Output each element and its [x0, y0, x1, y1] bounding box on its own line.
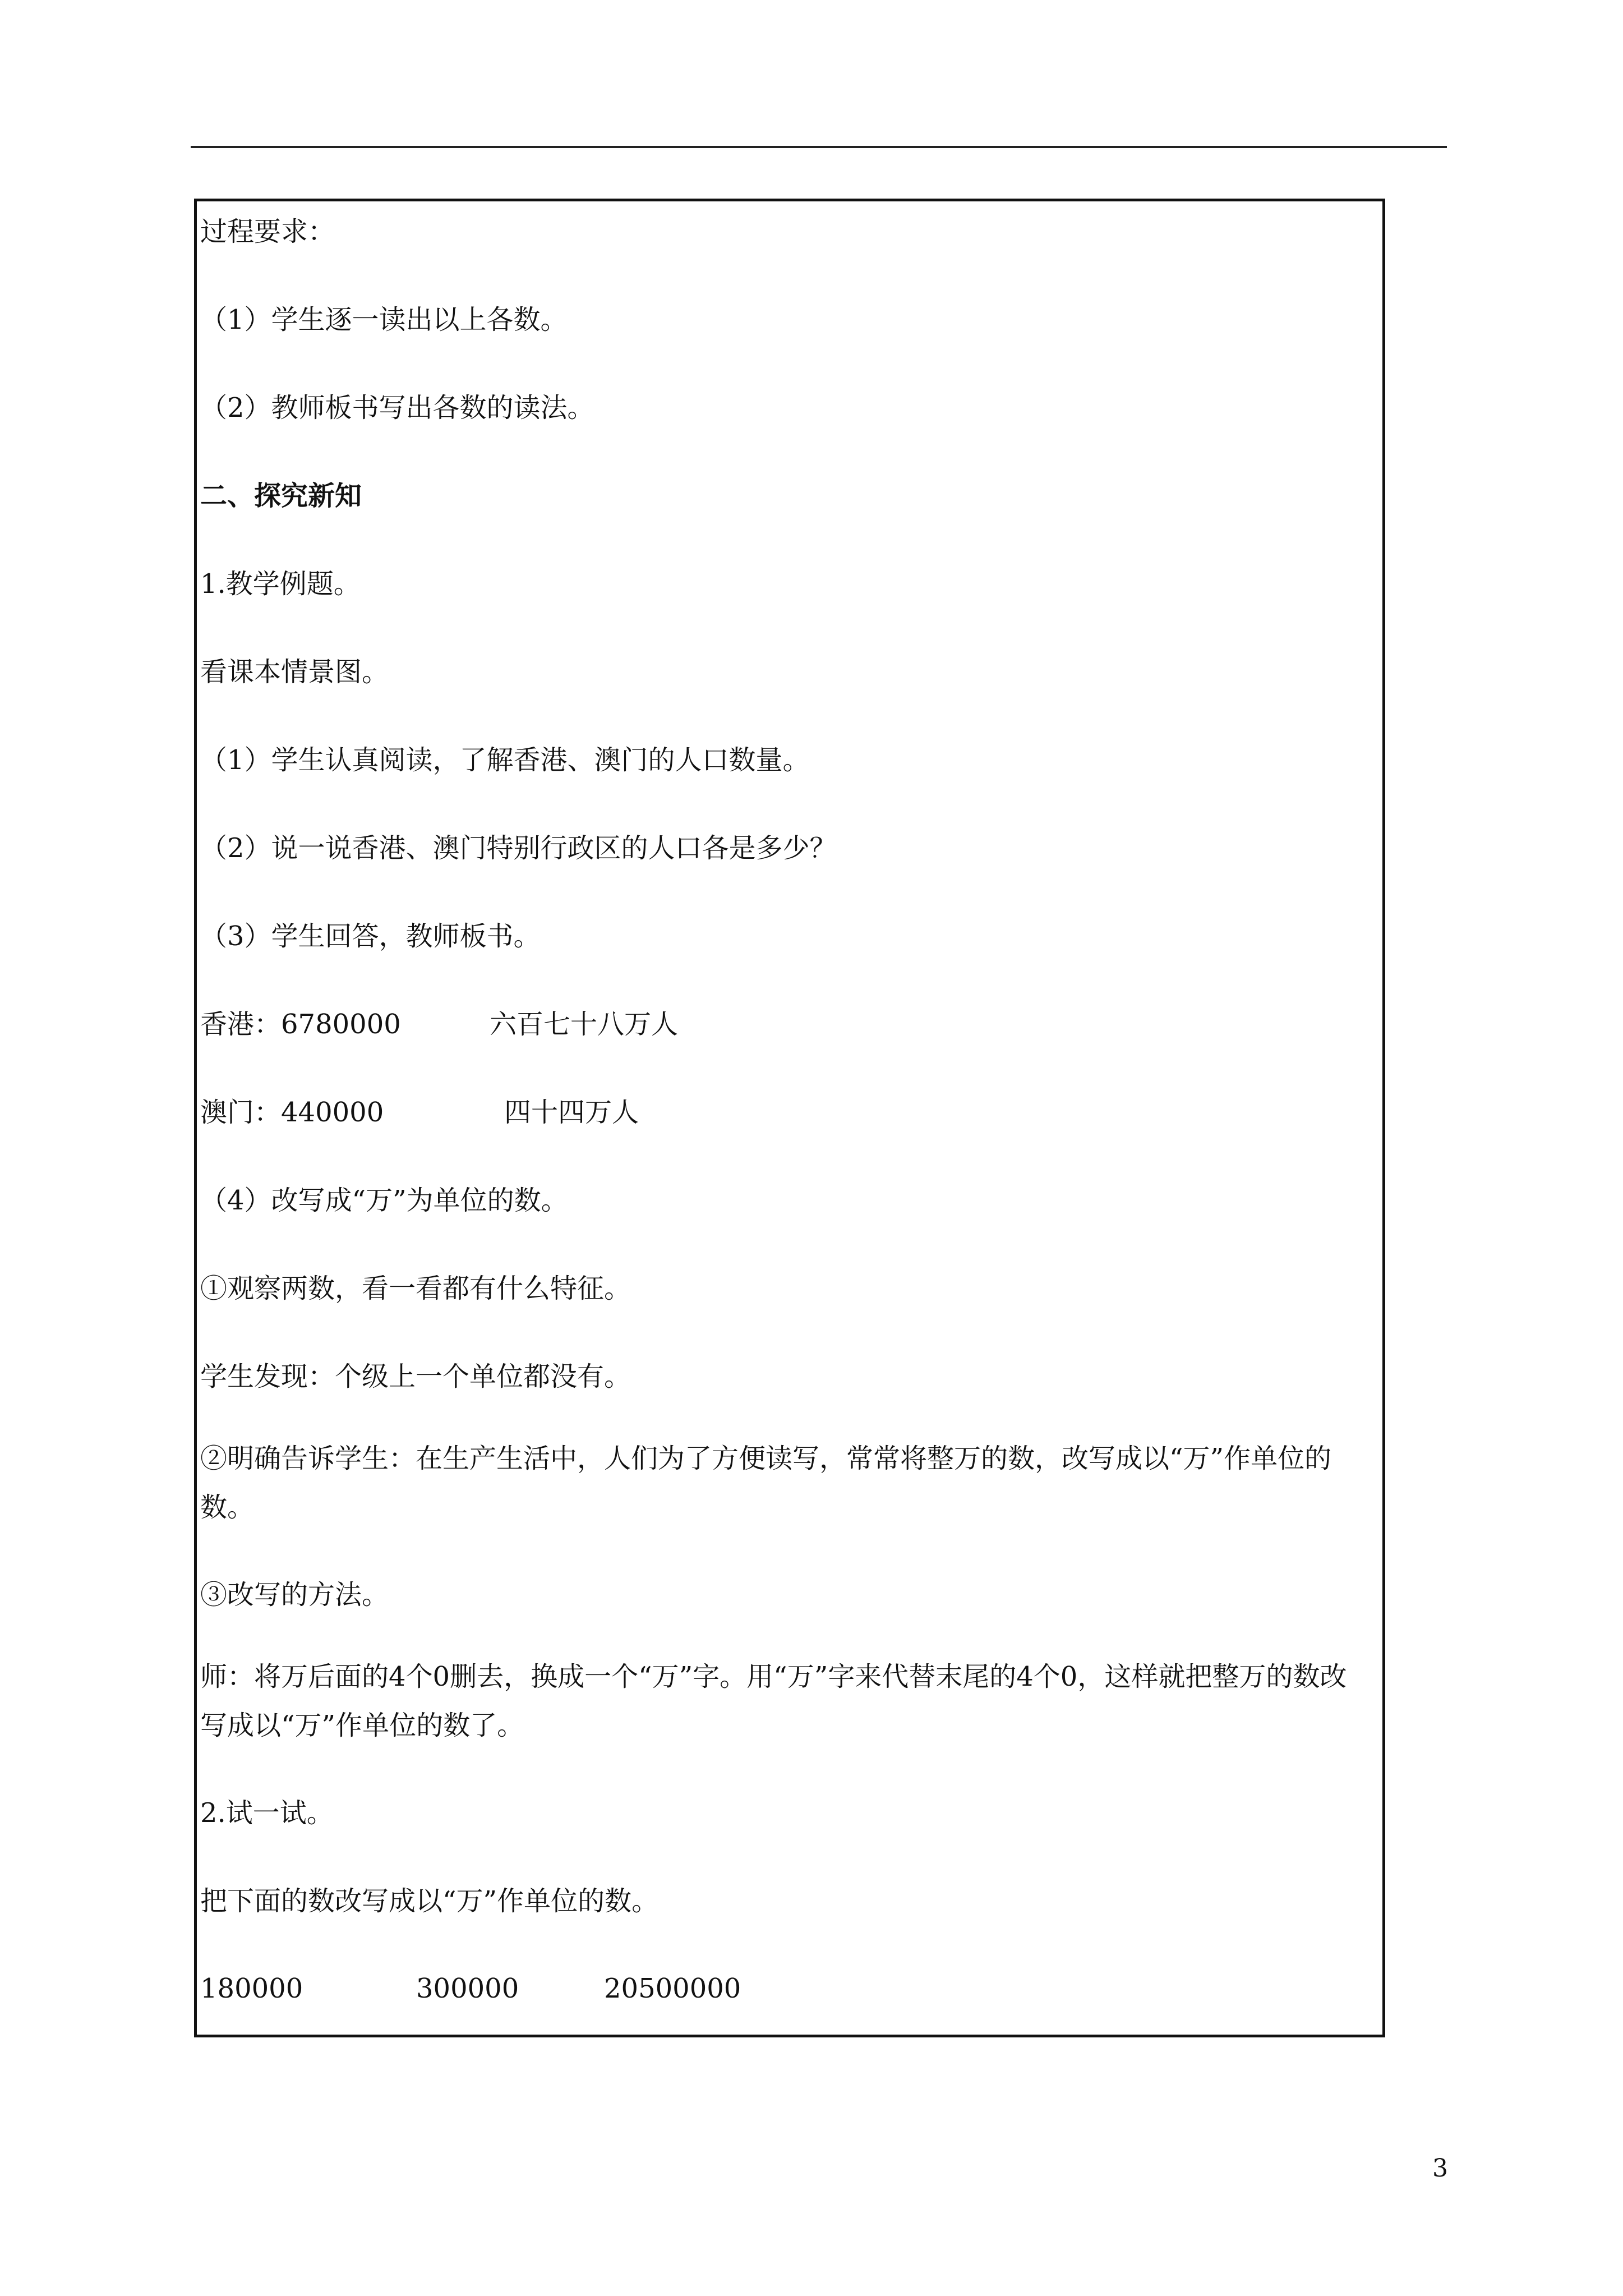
lesson-content-box	[194, 199, 1385, 2037]
student-finding: 学生发现：个级上一个单位都没有。	[200, 1361, 631, 1392]
exercise-instruction: 把下面的数改写成以“万”作单位的数。	[200, 1885, 659, 1917]
explanation-paragraph: ②明确告诉学生：在生产生活中，人们为了方便读写，常常将整万的数，改写成以“万”作单位的数。	[200, 1443, 1332, 1523]
exercise-number: 300000	[416, 1973, 519, 2004]
macau-reading: 四十四万人	[504, 1097, 639, 1128]
process-requirements-label: 过程要求：	[200, 216, 335, 247]
method-title: ③改写的方法。	[200, 1579, 389, 1611]
observe-instruction: ①观察两数，看一看都有什么特征。	[200, 1273, 631, 1304]
textbook-instruction: 看课本情景图。	[200, 656, 389, 688]
step-4: （4）改写成“万”为单位的数。	[200, 1185, 568, 1216]
exercise-number: 180000	[200, 1973, 303, 2004]
macau-number: 澳门：440000	[200, 1097, 384, 1128]
step-1: （1）学生认真阅读，了解香港、澳门的人口数量。	[200, 744, 810, 776]
requirement-1: （1）学生逐一读出以上各数。	[200, 304, 568, 335]
hongkong-reading: 六百七十八万人	[490, 1009, 679, 1040]
page-number: 3	[1432, 2154, 1448, 2183]
requirement-2: （2）教师板书写出各数的读法。	[200, 392, 594, 424]
header-rule	[191, 146, 1447, 148]
step-2: （2）说一说香港、澳门特别行政区的人口各是多少？	[200, 832, 837, 864]
section-heading: 二、探究新知	[200, 480, 362, 512]
exercise-number: 20500000	[604, 1973, 741, 2004]
step-3: （3）学生回答，教师板书。	[200, 921, 541, 952]
item-2-title: 2.试一试。	[200, 1797, 334, 1829]
teacher-note-paragraph: 师：将万后面的4个0删去，换成一个“万”字。用“万”字来代替末尾的4个0，这样就把整万的数改写成以“万”作单位的数了。	[200, 1661, 1347, 1741]
item-1-title: 1.教学例题。	[200, 568, 361, 600]
hongkong-number: 香港：6780000	[200, 1009, 401, 1040]
